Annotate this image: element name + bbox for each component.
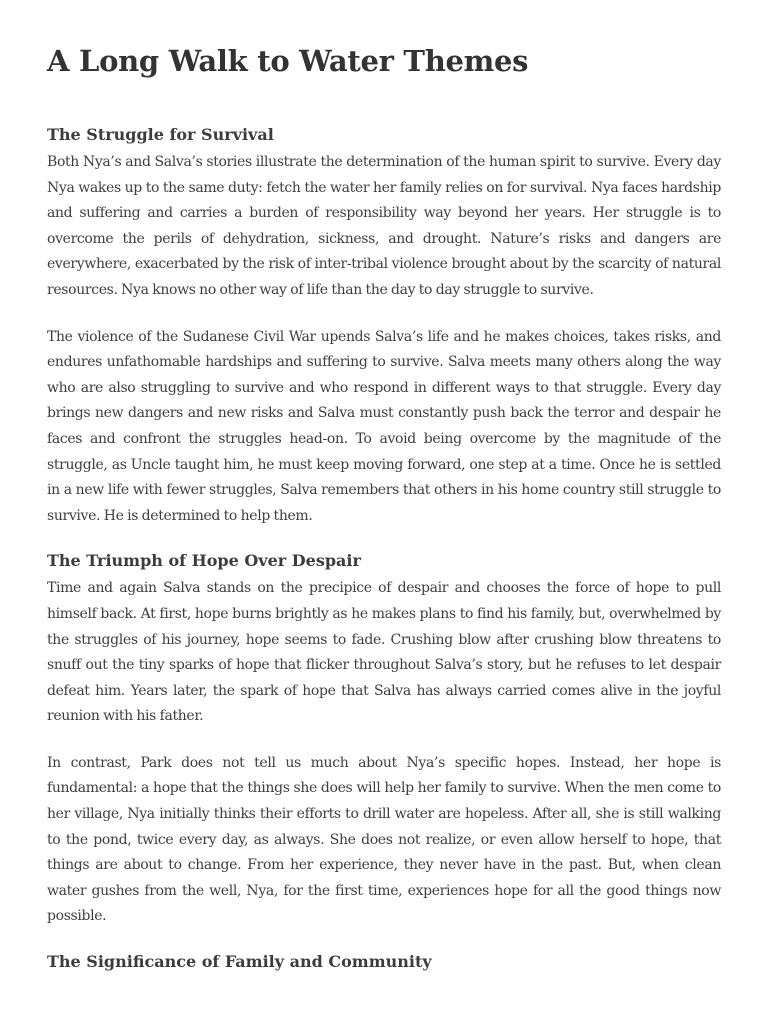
paragraph: Both Nya’s and Salva’s stories illustrate the determination of the human spirit to survive. Every day Nya wakes up to the same duty: fetch the water her family relies on for survival. Nya faces hardship and suffering and carries a burden of responsibility way beyond her years. Her struggle is to overcome the perils of dehydration, sickness, and drought. Nature’s risks and dangers are everywhere, exacerbated by the risk of inter-tribal violence brought about by the scarcity of natural resources. Nya knows no other way of life than the day to day struggle to survive. [47, 154, 721, 298]
page-title: A Long Walk to Water Themes [47, 44, 529, 78]
section-heading: The Triumph of Hope Over Despair [47, 551, 361, 571]
section-struggle-for-survival [47, 124, 721, 529]
section-heading: The Significance of Family and Community [47, 952, 432, 972]
section-triumph-of-hope [47, 550, 721, 930]
paragraph: The violence of the Sudanese Civil War upends Salva’s life and he makes choices, takes risks, and endures unfathomable hardships and suffering to survive. Salva meets many others along the way who are also struggling to survive and who respond in different ways to that struggle. Every day brings new dangers and new risks and Salva must constantly push back the terror and despair he faces and confront the struggles head-on. To avoid being overcome by the magnitude of the struggle, as Uncle taught him, he must keep moving forward, one step at a time. Once he is settled in a new life with fewer struggles, Salva remembers that others in his home country still struggle to survive. He is determined to help them. [47, 328, 721, 524]
section-family-and-community [47, 951, 721, 973]
paragraph: In contrast, Park does not tell us much about Nya’s specific hopes. Instead, her hope is fundamental: a hope that the things she does will help her family to survive. When the men come to her village, Nya initially thinks their efforts to drill water are hopeless. After all, she is still walking to the pond, twice every day, as always. She does not realize, or even allow herself to hope, that things are about to change. From her experience, they never have in the past. But, when clean water gushes from the well, Nya, for the first time, experiences hope for all the good things now possible. [47, 754, 721, 925]
section-heading: The Struggle for Survival [47, 125, 274, 144]
paragraph: Time and again Salva stands on the precipice of despair and chooses the force of hope to pull himself back. At first, hope burns brightly as he makes plans to find his family, but, overwhelmed by the struggles of his journey, hope seems to fade. Crushing blow after crushing blow threatens to snuff out the tiny sparks of hope that flicker throughout Salva’s story, but he refuses to let despair defeat him. Years later, the spark of hope that Salva has always carried comes alive in the joyful reunion with his father. [47, 580, 721, 725]
